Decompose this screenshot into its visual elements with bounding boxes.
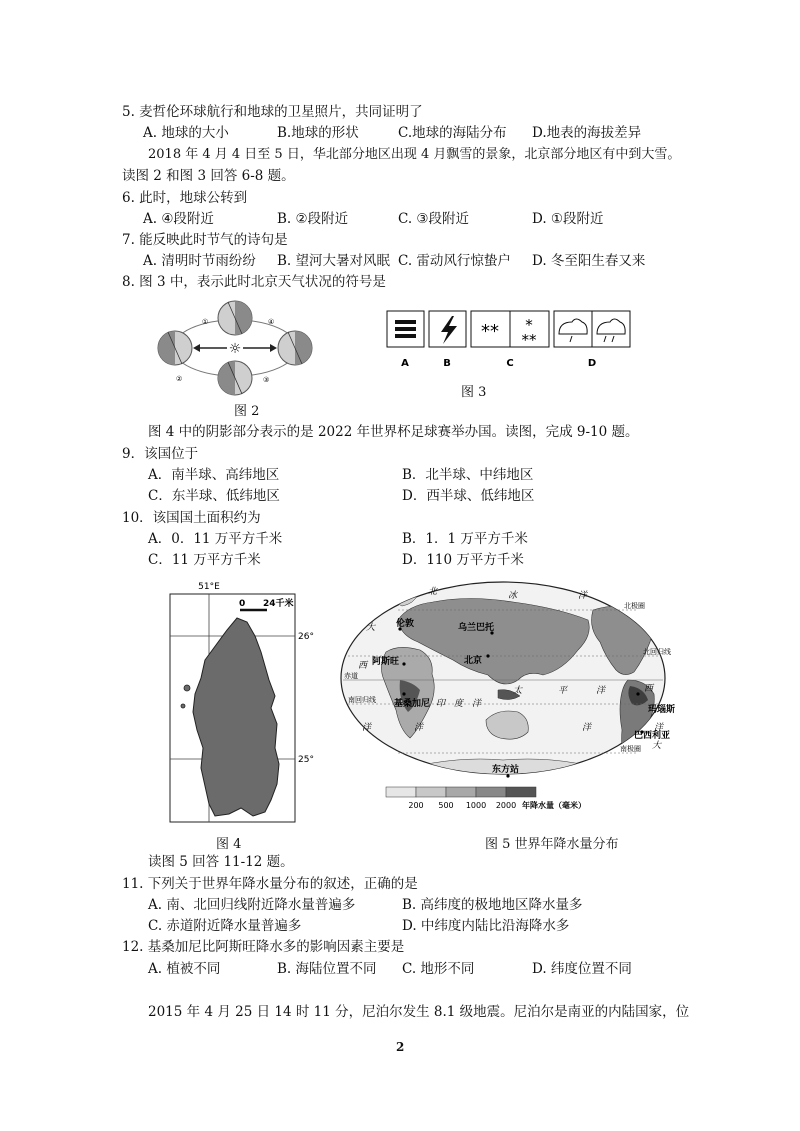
q7-option-a: A. 清明时节雨纷纷 <box>143 253 256 269</box>
figure-2-orbit-diagram <box>150 298 320 398</box>
place-manaus: 玛瑙斯 <box>648 705 676 715</box>
place-beijing: 北京 <box>464 656 483 666</box>
q12-option-d: D. 纬度位置不同 <box>532 961 632 977</box>
q11-stem: 11. 下列关于世界年降水量分布的叙述，正确的是 <box>122 876 418 892</box>
q7-stem: 7. 能反映此时节气的诗句是 <box>122 232 288 248</box>
figure-3-weather-symbols <box>386 310 631 372</box>
ocean-char: 太 <box>513 686 523 696</box>
q6-option-b: B. ②段附近 <box>277 211 349 227</box>
ocean-char: 洋 <box>654 723 664 733</box>
ocean-char: 平 <box>558 686 568 696</box>
ocean-char: 冰 <box>508 591 518 601</box>
q5-option-d: D.地表的海拔差异 <box>532 125 642 141</box>
q11-option-c: C. 赤道附近降水量普遍多 <box>148 918 302 934</box>
place-ulaanbaatar: 乌兰巴托 <box>458 623 495 633</box>
q12-option-c: C. 地形不同 <box>402 961 475 977</box>
symbol-letter-d: D <box>587 358 597 369</box>
q12-stem: 12. 基桑加尼比阿斯旺降水多的影响因素主要是 <box>122 939 405 955</box>
precipitation-legend <box>386 787 586 810</box>
arctic-circle-label: 北极圈 <box>624 602 645 610</box>
q11-option-d: D. 中纬度内陆比沿海降水多 <box>402 918 570 934</box>
ocean-char: 印 <box>436 699 446 709</box>
figure-5-world-precipitation-map <box>338 580 676 815</box>
q11-option-a: A. 南、北回归线附近降水量普遍多 <box>148 897 356 913</box>
q12-option-b: B. 海陆位置不同 <box>277 961 377 977</box>
symbol-letter-c: C <box>506 358 514 369</box>
q12-option-a: A. 植被不同 <box>148 961 221 977</box>
scale-value: 24千米 <box>263 599 294 609</box>
q7-option-b: B. 望河大暑对风眠 <box>277 253 391 269</box>
orbit-label-2: ② <box>176 375 183 383</box>
q9-option-b: B．北半球、中纬地区 <box>402 467 534 483</box>
page-number: 2 <box>396 1040 405 1054</box>
q10-option-c: C．11 万平方千米 <box>148 552 261 568</box>
ocean-char: 洋 <box>582 723 592 733</box>
symbol-letter-b: B <box>443 358 451 369</box>
q7-option-d: D. 冬至阳生春又来 <box>532 253 646 269</box>
orbit-label-3: ③ <box>263 376 270 384</box>
earth-bottom <box>218 361 252 395</box>
q11-option-b: B. 高纬度的极地地区降水量多 <box>402 897 583 913</box>
figure-4-qatar-map <box>165 578 315 828</box>
q5-stem: 5. 麦哲伦环球航行和地球的卫星照片，共同证明了 <box>122 104 423 120</box>
figure-4-caption: 图 4 <box>216 837 242 852</box>
ocean-char: 洋 <box>578 591 588 601</box>
place-brasilia: 巴西利亚 <box>634 731 671 741</box>
svg-text:**: ** <box>521 331 537 349</box>
q5-option-a: A. 地球的大小 <box>143 125 229 141</box>
q8-stem: 8. 图 3 中，表示此时北京天气状况的符号是 <box>122 274 386 290</box>
ocean-char: 西 <box>358 661 368 671</box>
q10-option-a: A．0．11 万平方千米 <box>148 531 283 547</box>
passage-nepal: 2015 年 4 月 25 日 14 时 11 分，尼泊尔发生 8.1 级地震。尼泊尔是南亚的内陆国家，位 <box>148 1004 690 1020</box>
earth-right <box>278 331 312 365</box>
place-vostok: 东方站 <box>492 765 520 775</box>
legend-1000: 1000 <box>465 801 487 810</box>
q7-option-c: C. 雷动风行惊蛰户 <box>398 253 511 269</box>
q9-option-d: D．西半球、低纬地区 <box>402 488 535 504</box>
place-kisangani: 基桑加尼 <box>394 699 431 709</box>
legend-2000: 2000 <box>495 801 517 810</box>
ocean-char: 洋 <box>414 723 424 733</box>
place-london: 伦敦 <box>396 619 415 629</box>
legend-500: 500 <box>438 801 454 810</box>
ocean-char: 洋 <box>362 723 372 733</box>
q9-option-a: A．南半球、高纬地区 <box>148 467 280 483</box>
ocean-char: 洋 <box>472 699 482 709</box>
tropic-capricorn-label: 南回归线 <box>348 696 376 704</box>
ocean-char: 洋 <box>596 686 606 696</box>
intro-11-12: 读图 5 回答 11-12 题。 <box>148 854 294 870</box>
earth-top <box>218 301 252 335</box>
q10-option-d: D．110 万平方千米 <box>402 552 524 568</box>
intro-9-10: 图 4 中的阴影部分表示的是 2022 年世界杯足球赛举办国。读图，完成 9-10 题。 <box>148 424 639 440</box>
q10-stem: 10．该国国土面积约为 <box>122 510 261 526</box>
ocean-char: 西 <box>644 684 654 694</box>
q5-option-c: C.地球的海陆分布 <box>398 125 507 141</box>
orbit-label-4: ④ <box>268 318 275 326</box>
intro-6-8-line1: 2018 年 4 月 4 日至 5 日，华北部分地区出现 4 月飘雪的景象，北京部分地区有中到大雪。 <box>148 147 681 162</box>
sun-icon: ☼ <box>228 341 242 357</box>
tropic-cancer-label: 北回归线 <box>643 648 671 656</box>
equator-label: 赤道 <box>344 672 358 680</box>
q6-option-a: A. ④段附近 <box>143 211 214 227</box>
figure-2-caption: 图 2 <box>234 404 260 419</box>
earth-left <box>158 331 192 365</box>
q9-stem: 9．该国位于 <box>122 446 199 462</box>
intro-6-8-line2: 读图 2 和图 3 回答 6-8 题。 <box>122 168 295 184</box>
q6-option-d: D. ①段附近 <box>532 211 604 227</box>
longitude-label: 51°E <box>198 582 220 592</box>
orbit-label-1: ① <box>202 318 209 326</box>
q6-option-c: C. ③段附近 <box>398 211 470 227</box>
ocean-char: 度 <box>454 699 464 709</box>
place-aswan: 阿斯旺 <box>372 657 400 667</box>
scale-zero: 0 <box>239 599 246 609</box>
latitude-25-label: 25° <box>298 755 314 765</box>
snow-heavy-icon: * <box>525 316 533 334</box>
ocean-char: 大 <box>366 623 376 633</box>
figure-5-caption: 图 5 世界年降水量分布 <box>485 837 619 852</box>
q9-option-c: C．东半球、低纬地区 <box>148 488 280 504</box>
ocean-char: 北 <box>428 587 438 597</box>
figure-3-caption: 图 3 <box>461 385 487 400</box>
legend-200: 200 <box>408 801 424 810</box>
legend-label: 年降水量（毫米） <box>522 801 586 810</box>
q6-stem: 6. 此时，地球公转到 <box>122 190 248 206</box>
q10-option-b: B．1．1 万平方千米 <box>402 531 528 547</box>
symbol-letter-a: A <box>401 358 409 369</box>
fog-icon <box>395 320 416 324</box>
q5-option-b: B.地球的形状 <box>277 125 359 141</box>
latitude-26-label: 26° <box>298 632 314 642</box>
antarctic-circle-label: 南极圈 <box>620 745 641 753</box>
ocean-char: 大 <box>652 741 662 751</box>
snow-light-icon: ** <box>481 321 499 342</box>
